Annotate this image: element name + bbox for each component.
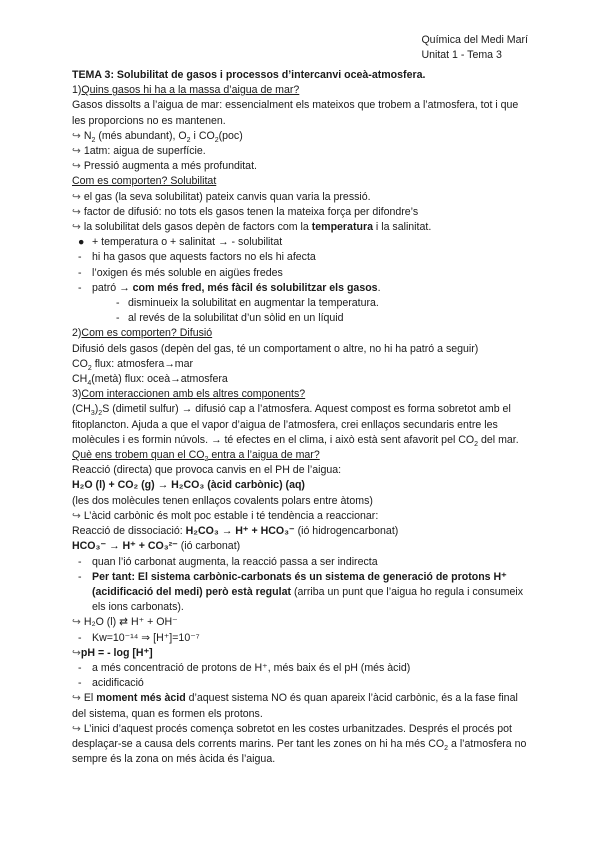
section-3-heading: 3)Com interaccionen amb els altres components? — [72, 388, 306, 401]
arrow-icon: ↪ — [72, 722, 81, 735]
dash-icon: - — [116, 312, 120, 325]
section-4-heading: Què ens trobem quan el $CO_2$ entra a l’aigua de mar? — [72, 449, 320, 464]
list-item: ↪ L’àcid carbònic és molt poc estable i té tendència a reaccionar: — [72, 509, 379, 522]
list-item: ↪ el gas (la seva solubilitat) pateix canvis quan varia la pressió. — [72, 190, 371, 203]
section-2-heading: 2)Com es comporten? Difusió — [72, 327, 213, 340]
dash-icon: - — [78, 661, 82, 674]
dissociation-reaction: Reacció de dissociació: H₂CO₃ → H⁺ + HCO₃⁻ (ió hidrogencarbonat) — [72, 525, 399, 538]
bullet-item: - hi ha gasos que aquests factors no els hi afecta — [72, 250, 534, 265]
list-item: ↪ factor de difusió: no tots els gasos tenen la mateixa força per difondre’s — [72, 205, 419, 218]
section-1-heading: 1)Quins gasos hi ha a la massa d’aigua de mar? — [72, 84, 300, 97]
list-item: ↪pH = - log [H⁺] — [72, 646, 153, 659]
arrow-icon: ↪ — [72, 129, 81, 142]
bullet-item: - Per tant: El sistema carbònic-carbonats és un sistema de generació de protons H⁺ (acidificació del medi) però està regulat (arriba un punt que l’aigua ho regula i consumeix els ions carbonats). — [78, 570, 524, 614]
arrow-icon: ↪ — [72, 509, 81, 522]
arrow-icon: ↪ — [72, 190, 81, 203]
section-1b-heading: Com es comporten? Solubilitat — [72, 175, 217, 188]
arrow-icon: ↪ — [72, 692, 81, 705]
arrow-icon: ↪ — [72, 145, 81, 158]
section-1-intro: Gasos dissolts a l’aigua de mar: essencialment els mateixos que trobem a l’atmosfera, tot i que les proporcions no es mantenen. — [72, 99, 519, 127]
dash-icon: - — [78, 281, 82, 294]
dash-icon: - — [78, 266, 82, 279]
arrow-icon: ↪ — [72, 205, 81, 218]
co2-flux: $CO_2$ flux: atmosfera→mar — [72, 357, 194, 372]
arrow-icon: ↪ — [72, 616, 81, 629]
list-item: ↪ 1atm: aigua de superfície. — [72, 145, 206, 158]
dash-icon: - — [78, 570, 82, 583]
bullet-item: - quan l’ió carbonat augmenta, la reacció passa a ser indirecta — [72, 555, 534, 570]
arrow-icon: ↪ — [72, 221, 81, 234]
list-item: ↪ $N_2$ (més abundant), $O_2$ i $CO_2(poc)$ — [72, 129, 243, 144]
bullet-item: ● + temperatura o + salinitat → - solubilitat — [72, 235, 534, 250]
dash-icon: - — [78, 555, 82, 568]
section-3-paragraph: $(CH_3)_2S$ (dimetil sulfur) → difusió cap a l’atmosfera. Aquest compost es forma sobretot amb el fitoplancton. Ajuda a que el vapor d’aigua de l’atmosfera, crei enllaços secundaris entre les molècules i es formin núvols. → té efectes en el clima, i això està sent afavorit pel $CO_2$ del mar. — [72, 403, 519, 448]
dash-icon: - — [78, 677, 82, 690]
document-title: TEMA 3: Solubilitat de gasos i processos d’intercanvi oceà-atmosfera. — [72, 69, 426, 81]
bullet-item: - acidificació — [72, 676, 534, 691]
dash-icon: - — [78, 631, 82, 644]
bullet-item: - l’oxigen és més soluble en aigües fredes — [72, 266, 534, 281]
sub-bullet-item: - disminueix la solubilitat en augmentar la temperatura. — [72, 296, 534, 311]
list-item: ↪ El moment més àcid d’aquest sistema NO és quan apareix l’àcid carbònic, és a la fase final del sistema, quan es formen els protons. — [72, 692, 518, 720]
ch4-flux: $CH_4(metà)$ flux: oceà→atmosfera — [72, 373, 228, 388]
header-unit: Unitat 1 - Tema 3 — [421, 49, 502, 61]
list-item: ↪ L’inici d’aquest procés comença sobretot en les costes urbanitzades. Després el procés pot desplaçar-se a causa dels corrents marins. Per tant les zones on hi ha més $CO_2$ a l’atmosfera no sempre és la zona on més àcida és l’aigua. — [72, 722, 527, 766]
bullet-item: - a més concentració de protons de H⁺, més baix és el pH (més àcid) — [72, 661, 534, 676]
dash-icon: - — [78, 251, 82, 264]
page-header — [421, 33, 528, 63]
bullet-item: - Kw=10⁻¹⁴ ⇒ [H⁺]=10⁻⁷ — [72, 631, 534, 646]
reaction-intro: Reacció (directa) que provoca canvis en el PH de l’aigua: — [72, 464, 342, 477]
reaction-note: (les dos molècules tenen enllaços covalents polars entre àtoms) — [72, 494, 373, 507]
bullet-item: - patró → com més fred, més fàcil és solubilitzar els gasos. — [72, 281, 534, 296]
list-item: ↪ H₂O (l) ⇄ H⁺ + OH⁻ — [72, 616, 178, 629]
carbonate-reaction: HCO₃⁻ → H⁺ + CO₃²⁻ (ió carbonat) — [72, 540, 241, 553]
dash-icon: - — [116, 297, 120, 310]
document-body — [72, 68, 534, 767]
list-item: ↪ Pressió augmenta a més profunditat. — [72, 160, 257, 173]
bullet-icon: ● — [78, 236, 85, 249]
equation-carbonic-acid: H₂O (l) + CO₂ (g) → H₂CO₃ (àcid carbònic) (aq) — [72, 479, 305, 492]
arrow-icon: ↪ — [72, 646, 81, 659]
header-subject: Química del Medi Marí — [421, 34, 528, 46]
arrow-icon: ↪ — [72, 160, 81, 173]
section-2-intro: Difusió dels gasos (depèn del gas, té un comportament o altre, no hi ha patró a seguir) — [72, 342, 479, 355]
list-item: ↪ la solubilitat dels gasos depèn de factors com la temperatura i la salinitat. — [72, 221, 432, 234]
sub-bullet-item: - al revés de la solubilitat d’un sòlid en un líquid — [72, 311, 534, 326]
